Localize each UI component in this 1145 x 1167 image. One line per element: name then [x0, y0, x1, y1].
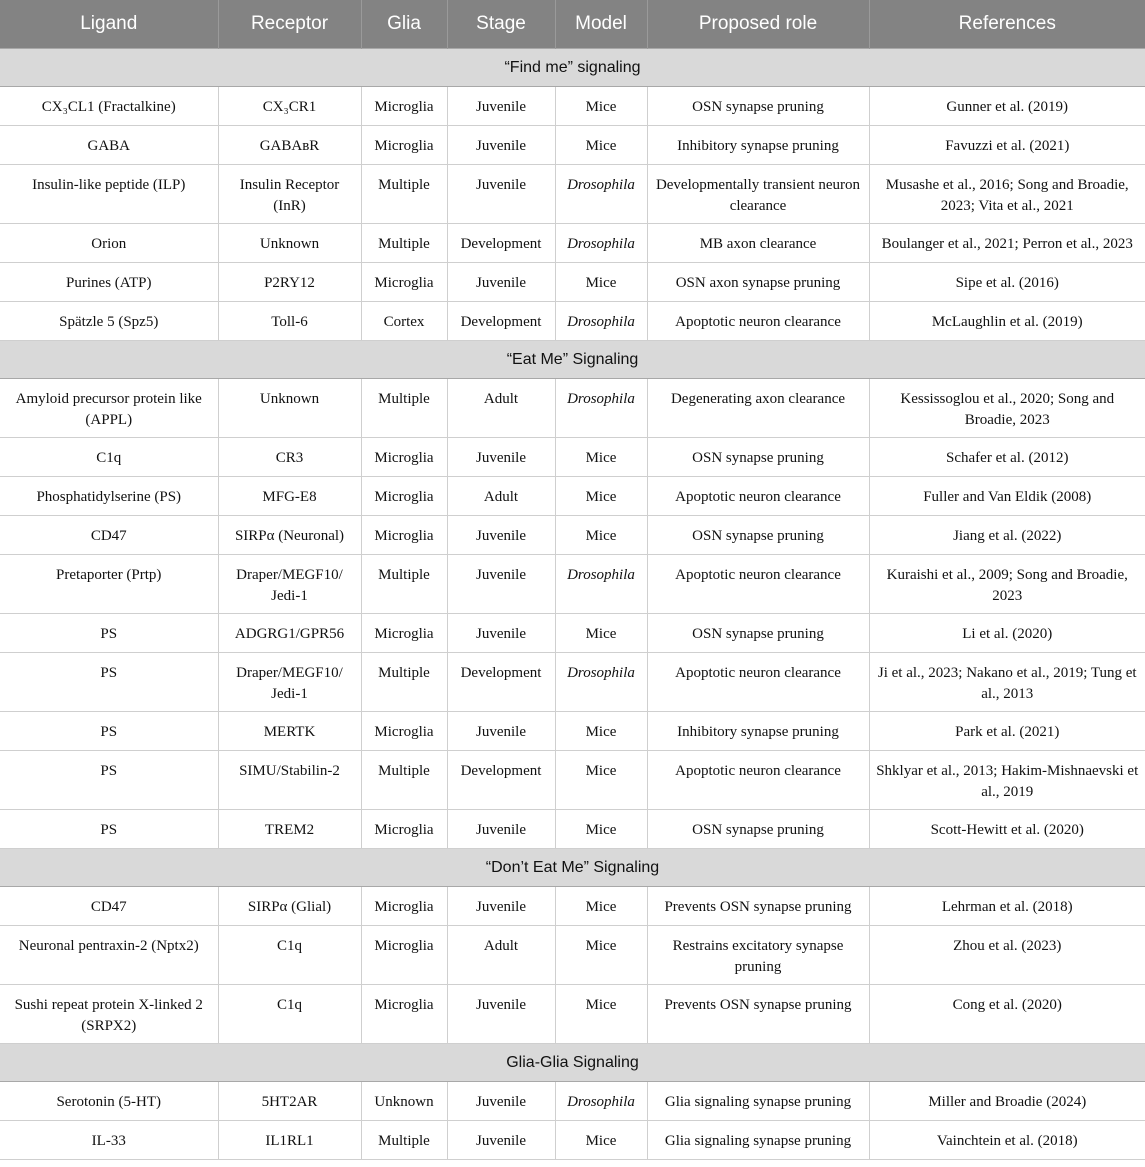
cell-ligand: Serotonin (5-HT) [0, 1082, 218, 1121]
cell-receptor: SIRPα (Neuronal) [218, 516, 361, 555]
table-row [0, 224, 1145, 263]
cell-glia: Microglia [361, 712, 447, 751]
cell-proposed-role: Developmentally transient neuron clearance [647, 165, 869, 224]
table-row [0, 810, 1145, 849]
section-title: “Find me” signaling [0, 49, 1145, 87]
cell-stage: Juvenile [447, 438, 555, 477]
cell-model: Drosophila [555, 1082, 647, 1121]
cell-model: Mice [555, 614, 647, 653]
table-row [0, 263, 1145, 302]
header-model: Model [555, 0, 647, 49]
cell-glia: Microglia [361, 438, 447, 477]
cell-ligand: Phosphatidylserine (PS) [0, 477, 218, 516]
table-row [0, 653, 1145, 712]
cell-glia: Microglia [361, 87, 447, 126]
cell-glia: Microglia [361, 810, 447, 849]
cell-proposed-role: Restrains excitatory synapse pruning [647, 926, 869, 985]
cell-stage: Development [447, 302, 555, 341]
cell-stage: Juvenile [447, 1121, 555, 1160]
cell-model: Drosophila [555, 224, 647, 263]
cell-references: Miller and Broadie (2024) [869, 1082, 1145, 1121]
table-row [0, 87, 1145, 126]
section-title: “Eat Me” Signaling [0, 341, 1145, 379]
cell-glia: Microglia [361, 126, 447, 165]
cell-model: Mice [555, 887, 647, 926]
cell-proposed-role: OSN axon synapse pruning [647, 263, 869, 302]
header-glia: Glia [361, 0, 447, 49]
cell-stage: Juvenile [447, 614, 555, 653]
cell-model: Mice [555, 263, 647, 302]
cell-glia: Microglia [361, 263, 447, 302]
cell-proposed-role: OSN synapse pruning [647, 614, 869, 653]
cell-glia: Multiple [361, 751, 447, 810]
cell-ligand: Neuronal pentraxin-2 (Nptx2) [0, 926, 218, 985]
cell-ligand: C1q [0, 438, 218, 477]
cell-model: Mice [555, 985, 647, 1044]
header-receptor: Receptor [218, 0, 361, 49]
cell-receptor: MERTK [218, 712, 361, 751]
cell-ligand: PS [0, 751, 218, 810]
cell-references: Fuller and Van Eldik (2008) [869, 477, 1145, 516]
cell-model: Drosophila [555, 379, 647, 438]
cell-proposed-role: Prevents OSN synapse pruning [647, 887, 869, 926]
table-body [0, 49, 1145, 1160]
cell-proposed-role: OSN synapse pruning [647, 810, 869, 849]
table-row [0, 477, 1145, 516]
cell-proposed-role: OSN synapse pruning [647, 87, 869, 126]
cell-stage: Juvenile [447, 1082, 555, 1121]
cell-references: Shklyar et al., 2013; Hakim-Mishnaevski et al., 2019 [869, 751, 1145, 810]
cell-ligand: Orion [0, 224, 218, 263]
cell-references: Schafer et al. (2012) [869, 438, 1145, 477]
cell-ligand: Spätzle 5 (Spz5) [0, 302, 218, 341]
cell-glia: Microglia [361, 887, 447, 926]
cell-proposed-role: Glia signaling synapse pruning [647, 1121, 869, 1160]
cell-proposed-role: OSN synapse pruning [647, 438, 869, 477]
cell-model: Drosophila [555, 302, 647, 341]
header-ligand: Ligand [0, 0, 218, 49]
cell-references: Lehrman et al. (2018) [869, 887, 1145, 926]
cell-receptor: C1q [218, 985, 361, 1044]
table-row [0, 751, 1145, 810]
cell-stage: Juvenile [447, 810, 555, 849]
cell-stage: Juvenile [447, 985, 555, 1044]
cell-ligand: GABA [0, 126, 218, 165]
table-row [0, 1082, 1145, 1121]
cell-proposed-role: Apoptotic neuron clearance [647, 477, 869, 516]
cell-proposed-role: Inhibitory synapse pruning [647, 126, 869, 165]
cell-proposed-role: Apoptotic neuron clearance [647, 555, 869, 614]
cell-proposed-role: OSN synapse pruning [647, 516, 869, 555]
cell-ligand: CX₃CL1 (Fractalkine) [0, 87, 218, 126]
cell-ligand: Insulin-like peptide (ILP) [0, 165, 218, 224]
cell-receptor: CX₃CR1 [218, 87, 361, 126]
cell-model: Mice [555, 516, 647, 555]
cell-model: Mice [555, 712, 647, 751]
cell-receptor: P2RY12 [218, 263, 361, 302]
cell-stage: Juvenile [447, 712, 555, 751]
section-title: Glia-Glia Signaling [0, 1044, 1145, 1082]
header-references: References [869, 0, 1145, 49]
cell-receptor: Draper/MEGF10/ Jedi-1 [218, 555, 361, 614]
cell-receptor: Insulin Receptor (InR) [218, 165, 361, 224]
cell-model: Mice [555, 810, 647, 849]
cell-glia: Microglia [361, 926, 447, 985]
cell-stage: Juvenile [447, 555, 555, 614]
table-header [0, 0, 1145, 49]
cell-ligand: Purines (ATP) [0, 263, 218, 302]
section-header-row [0, 49, 1145, 87]
cell-ligand: PS [0, 810, 218, 849]
cell-stage: Development [447, 653, 555, 712]
cell-references: McLaughlin et al. (2019) [869, 302, 1145, 341]
cell-stage: Juvenile [447, 887, 555, 926]
cell-ligand: Amyloid precursor protein like (APPL) [0, 379, 218, 438]
cell-references: Favuzzi et al. (2021) [869, 126, 1145, 165]
cell-receptor: SIMU/Stabilin-2 [218, 751, 361, 810]
cell-proposed-role: Inhibitory synapse pruning [647, 712, 869, 751]
cell-model: Drosophila [555, 653, 647, 712]
cell-receptor: IL1RL1 [218, 1121, 361, 1160]
cell-ligand: CD47 [0, 887, 218, 926]
cell-stage: Juvenile [447, 263, 555, 302]
cell-ligand: PS [0, 653, 218, 712]
cell-model: Mice [555, 477, 647, 516]
cell-references: Cong et al. (2020) [869, 985, 1145, 1044]
cell-ligand: PS [0, 712, 218, 751]
cell-receptor: Toll-6 [218, 302, 361, 341]
cell-stage: Development [447, 751, 555, 810]
section-title: “Don’t Eat Me” Signaling [0, 849, 1145, 887]
section-header-row [0, 341, 1145, 379]
cell-glia: Multiple [361, 653, 447, 712]
cell-references: Zhou et al. (2023) [869, 926, 1145, 985]
cell-glia: Multiple [361, 224, 447, 263]
header-stage: Stage [447, 0, 555, 49]
cell-model: Mice [555, 126, 647, 165]
section-header-row [0, 849, 1145, 887]
cell-receptor: Unknown [218, 379, 361, 438]
cell-glia: Microglia [361, 516, 447, 555]
cell-references: Scott-Hewitt et al. (2020) [869, 810, 1145, 849]
cell-ligand: Pretaporter (Prtp) [0, 555, 218, 614]
header-proposed-role: Proposed role [647, 0, 869, 49]
cell-model: Drosophila [555, 165, 647, 224]
cell-stage: Juvenile [447, 126, 555, 165]
table-row [0, 887, 1145, 926]
cell-ligand: Sushi repeat protein X-linked 2 (SRPX2) [0, 985, 218, 1044]
cell-glia: Multiple [361, 165, 447, 224]
cell-receptor: CR3 [218, 438, 361, 477]
cell-proposed-role: MB axon clearance [647, 224, 869, 263]
table-row [0, 379, 1145, 438]
cell-proposed-role: Degenerating axon clearance [647, 379, 869, 438]
cell-model: Drosophila [555, 555, 647, 614]
cell-ligand: CD47 [0, 516, 218, 555]
table-row [0, 302, 1145, 341]
cell-references: Kuraishi et al., 2009; Song and Broadie, 2023 [869, 555, 1145, 614]
cell-references: Ji et al., 2023; Nakano et al., 2019; Tung et al., 2013 [869, 653, 1145, 712]
cell-proposed-role: Apoptotic neuron clearance [647, 653, 869, 712]
cell-stage: Adult [447, 379, 555, 438]
cell-receptor: 5HT2AR [218, 1082, 361, 1121]
cell-glia: Microglia [361, 614, 447, 653]
table-row [0, 516, 1145, 555]
cell-receptor: TREM2 [218, 810, 361, 849]
cell-stage: Juvenile [447, 516, 555, 555]
cell-references: Musashe et al., 2016; Song and Broadie, 2023; Vita et al., 2021 [869, 165, 1145, 224]
table-row [0, 438, 1145, 477]
cell-model: Mice [555, 751, 647, 810]
cell-stage: Development [447, 224, 555, 263]
table-row [0, 712, 1145, 751]
cell-references: Boulanger et al., 2021; Perron et al., 2023 [869, 224, 1145, 263]
cell-glia: Microglia [361, 477, 447, 516]
cell-references: Sipe et al. (2016) [869, 263, 1145, 302]
cell-glia: Unknown [361, 1082, 447, 1121]
cell-references: Kessissoglou et al., 2020; Song and Broadie, 2023 [869, 379, 1145, 438]
cell-references: Gunner et al. (2019) [869, 87, 1145, 126]
cell-model: Mice [555, 1121, 647, 1160]
cell-references: Jiang et al. (2022) [869, 516, 1145, 555]
table-row [0, 126, 1145, 165]
cell-references: Li et al. (2020) [869, 614, 1145, 653]
cell-glia: Multiple [361, 555, 447, 614]
table-row [0, 614, 1145, 653]
cell-glia: Multiple [361, 1121, 447, 1160]
table-row [0, 1121, 1145, 1160]
cell-stage: Adult [447, 477, 555, 516]
cell-glia: Cortex [361, 302, 447, 341]
cell-references: Park et al. (2021) [869, 712, 1145, 751]
section-header-row [0, 1044, 1145, 1082]
table-row [0, 985, 1145, 1044]
cell-receptor: C1q [218, 926, 361, 985]
cell-receptor: MFG-E8 [218, 477, 361, 516]
cell-references: Vainchtein et al. (2018) [869, 1121, 1145, 1160]
cell-stage: Juvenile [447, 87, 555, 126]
table-row [0, 926, 1145, 985]
cell-proposed-role: Apoptotic neuron clearance [647, 751, 869, 810]
table-row [0, 165, 1145, 224]
cell-proposed-role: Prevents OSN synapse pruning [647, 985, 869, 1044]
cell-model: Mice [555, 87, 647, 126]
table-row [0, 555, 1145, 614]
cell-stage: Adult [447, 926, 555, 985]
cell-receptor: ADGRG1/GPR56 [218, 614, 361, 653]
cell-receptor: Draper/MEGF10/ Jedi-1 [218, 653, 361, 712]
cell-glia: Multiple [361, 379, 447, 438]
header-row [0, 0, 1145, 49]
cell-model: Mice [555, 926, 647, 985]
cell-proposed-role: Glia signaling synapse pruning [647, 1082, 869, 1121]
cell-glia: Microglia [361, 985, 447, 1044]
cell-receptor: GABAʙR [218, 126, 361, 165]
cell-receptor: Unknown [218, 224, 361, 263]
cell-receptor: SIRPα (Glial) [218, 887, 361, 926]
cell-ligand: IL-33 [0, 1121, 218, 1160]
cell-stage: Juvenile [447, 165, 555, 224]
cell-proposed-role: Apoptotic neuron clearance [647, 302, 869, 341]
cell-ligand: PS [0, 614, 218, 653]
cell-model: Mice [555, 438, 647, 477]
